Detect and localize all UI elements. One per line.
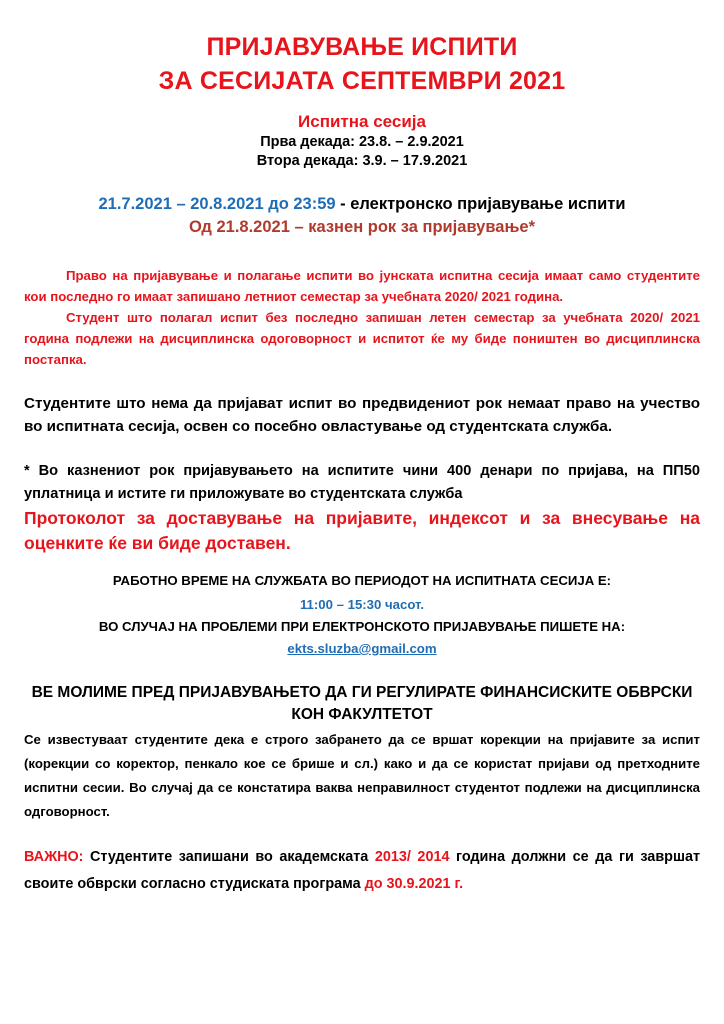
eligibility-paragraph: Право на пријавување и полагање испити во јунската испитна сесија имаат само студентите кои последно го имаат запишано летниот семестар за учебната 2020/ 2021 година. [24,268,700,304]
registration-deadlines [24,193,700,239]
disciplinary-paragraph: Студент што полагал испит без последно запишан летен семестар за учебната 2020/ 2021 година подлежи на дисциплинска одоговорност и испитот ќе му биде поништен во дисциплинска постапка. [24,310,700,367]
late-fee-text: * Во казнениот рок пријавувањето на испитите чини 400 денари по пријава, на ПП50 уплатница и истите ги приложувате во студентската служба [24,463,700,502]
office-hours-value: 11:00 – 15:30 часот [299,597,421,612]
document-title [24,30,700,98]
first-decade: Прва декада: 23.8. – 2.9.2021 [260,134,464,150]
late-registration-period: Од 21.8.2021 – казнен рок за пријавување* [188,218,536,236]
exam-session-label: Испитна сесија [298,112,426,131]
office-hours-suffix: . [420,597,425,612]
title-line-2: ЗА СЕСИЈАТА СЕПТЕМВРИ 2021 [158,67,566,95]
protocol-text: Протоколот за доставување на пријавите, индексот и за внесување на оценките ќе ви биде доставен. [24,508,700,553]
eligibility-notice [24,265,700,370]
important-label: ВАЖНО: [24,849,84,865]
no-registration-rule [24,392,700,438]
office-hours [24,594,700,616]
second-decade: Втора декада: 3.9. – 17.9.2021 [256,153,468,169]
no-registration-text: Студентите што нема да пријават испит во предвидениот рок немаат право на учество во испитната сесија, освен со посебно овластување од студентската служба. [24,395,700,435]
final-deadline: до 30.9.2021 г. [364,876,464,892]
title-line-1: ПРИЈАВУВАЊЕ ИСПИТИ [206,33,518,61]
important-text-2: година должни се да ги завршат своите обврски согласно студиската програма [24,849,700,892]
finance-heading: ВЕ МОЛИМЕ ПРЕД ПРИЈАВУВАЊЕТО ДА ГИ РЕГУЛИРАТЕ ФИНАНСИСКИТЕ ОБВРСКИ КОН ФАКУЛТЕТОТ [31,684,693,723]
registration-period-text: - електронско пријавување испити [335,195,626,213]
important-text-1: Студентите запишани во академската [83,849,375,865]
office-info [24,570,700,660]
late-fee-block [24,460,700,556]
academic-year: 2013/ 2014 [374,849,450,865]
exam-session-block [24,111,700,171]
problems-heading: ВО СЛУЧАЈ НА ПРОБЛЕМИ ПРИ ЕЛЕКТРОНСКОТО ПРИЈАВУВАЊЕ ПИШЕТЕ НА: [98,619,626,634]
office-hours-heading: РАБОТНО ВРЕМЕ НА СЛУЖБАТА ВО ПЕРИОДОТ НА ИСПИТНАТА СЕСИЈА Е: [112,573,612,588]
support-email-link[interactable]: ekts.sluzba@gmail.com [287,641,437,656]
corrections-notice: Се известуваат студентите дека е строго забрането да се вршат корекции на пријавите за испит (корекции со коректор, пенкало кое се брише и сл.) како и да се користат пријави од претходните испитни сесии. Во случај да се констатира ваква неправилност студентот подлежи на дисциплинска одговорност. [24,732,700,819]
important-notice [24,844,700,898]
electronic-registration-period [24,193,700,216]
registration-dates: 21.7.2021 – 20.8.2021 до 23:59 [98,195,336,213]
